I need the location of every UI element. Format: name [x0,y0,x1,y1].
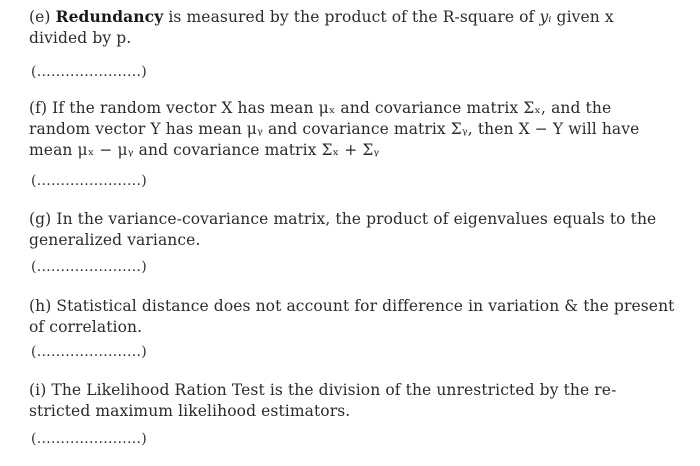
question-e-line-2: divided by p. [29,29,132,47]
question-f [29,98,669,161]
question-e-tail: given x [556,8,614,26]
question-e-term: Redundancy [55,7,164,26]
question-e-math: yᵢ [539,8,552,26]
question-f-line-1: (f) If the random vector X has mean μₓ and covariance matrix Σₓ, and the [29,99,612,117]
question-e-text: is measured by the product of the R-square of [168,8,535,26]
answer-blank-h[interactable]: (......................) [31,344,148,360]
question-g [29,209,669,251]
answer-blank-g[interactable]: (......................) [31,259,148,275]
question-e [29,6,669,49]
question-g-line-2: generalized variance. [29,231,201,249]
answer-blank-i[interactable]: (......................) [31,431,148,447]
answer-blank-e[interactable]: (......................) [31,64,148,80]
question-g-line-1: (g) In the variance-covariance matrix, the product of eigenvalues equals to the [29,210,657,228]
question-h-line-2: of correlation. [29,318,143,336]
question-h [29,296,675,338]
question-i-line-1: (i) The Likelihood Ration Test is the division of the unrestricted by the re- [29,381,617,399]
question-f-line-3: mean μₓ − μᵧ and covariance matrix Σₓ + Σᵧ [29,141,380,159]
question-i [29,380,669,422]
question-e-label: (e) [29,8,51,26]
answer-blank-f[interactable]: (......................) [31,173,148,189]
question-f-line-2: random vector Y has mean μᵧ and covariance matrix Σᵧ, then X − Y will have [29,120,640,138]
question-i-line-2: stricted maximum likelihood estimators. [29,402,351,420]
question-e-line-1 [29,6,669,28]
question-h-line-1: (h) Statistical distance does not account for difference in variation & the present [29,297,675,315]
